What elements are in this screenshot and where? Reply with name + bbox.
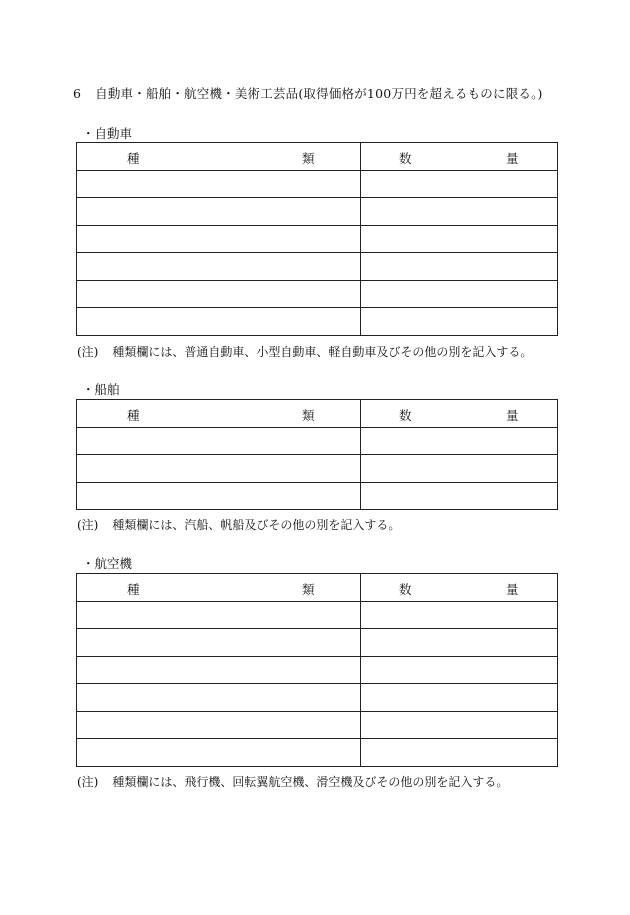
table-row [77,656,558,684]
quantity-cell[interactable] [361,739,558,767]
quantity-header-left: 数 [399,151,412,166]
quantity-header-left: 数 [399,408,412,423]
kind-cell[interactable] [77,656,361,684]
quantity-cell[interactable] [361,198,558,226]
quantity-cell[interactable] [361,253,558,281]
kind-cell[interactable] [77,170,361,198]
quantity-cell[interactable] [361,656,558,684]
subsection-label-automobile: ・自動車 [82,126,133,141]
table-header-row [77,574,558,602]
table-row [77,280,558,308]
kind-cell[interactable] [77,601,361,629]
kind-cell[interactable] [77,427,361,455]
aircraft-note [77,773,508,790]
section-title: 自動車・船舶・航空機・美術工芸品(取得価格が100万円を超えるものに限る。) [95,86,543,101]
table-row [77,308,558,336]
kind-header-left: 種 [127,582,140,597]
quantity-cell[interactable] [361,629,558,657]
quantity-header [361,574,558,602]
kind-header [77,400,361,428]
table-row [77,629,558,657]
ship-note [77,516,400,533]
kind-header-right: 類 [302,408,315,423]
kind-cell[interactable] [77,739,361,767]
table-row [77,455,558,483]
quantity-cell[interactable] [361,601,558,629]
quantity-cell[interactable] [361,455,558,483]
kind-header-left: 種 [127,408,140,423]
note-prefix: (注) [77,775,99,789]
quantity-header [361,400,558,428]
kind-header-left: 種 [127,151,140,166]
quantity-header [361,143,558,171]
kind-cell[interactable] [77,253,361,281]
section-heading [73,84,543,102]
quantity-cell[interactable] [361,170,558,198]
quantity-cell[interactable] [361,427,558,455]
table-row [77,601,558,629]
automobile-table [76,142,558,336]
table-row [77,253,558,281]
section-number: 6 [73,86,82,101]
automobile-note [77,343,532,360]
quantity-cell[interactable] [361,280,558,308]
kind-cell[interactable] [77,308,361,336]
kind-header-right: 類 [302,151,315,166]
note-prefix: (注) [77,518,99,532]
note-prefix: (注) [77,345,99,359]
aircraft-table [76,573,558,767]
quantity-header-right: 量 [506,151,519,166]
table-row [77,739,558,767]
quantity-header-right: 量 [506,408,519,423]
note-text: 種類欄には、飛行機、回転翼航空機、滑空機及びその他の別を記入する。 [112,775,509,789]
note-text: 種類欄には、普通自動車、小型自動車、軽自動車及びその他の別を記入する。 [112,345,533,359]
kind-cell[interactable] [77,684,361,712]
kind-cell[interactable] [77,198,361,226]
quantity-cell[interactable] [361,225,558,253]
kind-cell[interactable] [77,455,361,483]
table-row [77,711,558,739]
quantity-cell[interactable] [361,684,558,712]
note-text: 種類欄には、汽船、帆船及びその他の別を記入する。 [112,518,401,532]
table-row [77,482,558,510]
kind-cell[interactable] [77,629,361,657]
kind-header [77,143,361,171]
kind-header-right: 類 [302,582,315,597]
ship-table [76,399,558,510]
table-row [77,170,558,198]
quantity-cell[interactable] [361,308,558,336]
quantity-cell[interactable] [361,482,558,510]
table-row [77,427,558,455]
kind-cell[interactable] [77,711,361,739]
table-row [77,684,558,712]
table-row [77,225,558,253]
quantity-cell[interactable] [361,711,558,739]
kind-cell[interactable] [77,225,361,253]
quantity-header-left: 数 [399,582,412,597]
table-row [77,198,558,226]
subsection-label-ship: ・船舶 [82,382,120,397]
table-header-row [77,143,558,171]
kind-cell[interactable] [77,280,361,308]
kind-cell[interactable] [77,482,361,510]
kind-header [77,574,361,602]
table-header-row [77,400,558,428]
subsection-label-aircraft: ・航空機 [82,556,133,571]
quantity-header-right: 量 [506,582,519,597]
